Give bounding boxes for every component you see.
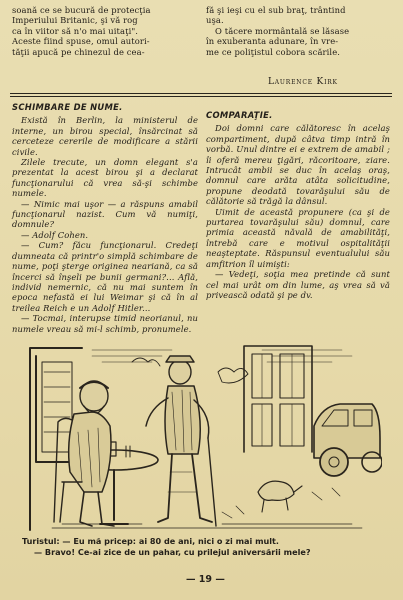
article-comparatie bbox=[206, 110, 390, 300]
article-paragraph: — Nimic mai uşor — a răspuns amabil funcţionarul nazist. Cum vă numiţi, domnule? bbox=[12, 198, 198, 230]
article-heading: SCHIMBARE DE NUME. bbox=[12, 102, 123, 112]
article-paragraph: Doi domni care călătoresc în acelaş compartiment, după câtva timp intră în vorbă. Unul dintre ei e extrem de amabil ; îi oferă mereu ţigări, răcoritoare, ziare. Intrucât ambii se duc în acelaş oraş, domnul care arăta atâta solicitudine, propune deodată tovarăşului său de călătorie să trăgă la dânsul. bbox=[206, 123, 390, 207]
text-line: ca în viitor să n'o mai uitaţi". bbox=[12, 25, 139, 36]
article-paragraph: — Vedeţi, soţia mea pretinde că sunt cel mai urât om din lume, aş vrea să vă privească odată şi pe dv. bbox=[206, 269, 390, 300]
text-line: fă şi ieşi cu el sub braţ, trântind bbox=[206, 5, 346, 15]
text-line: O tăcere mormântală se lăsase bbox=[215, 25, 350, 36]
article-paragraph: Există în Berlin, la ministerul de interne, un birou special, însărcinat să cerceteze cererile de modificare a stării civile. bbox=[12, 115, 198, 157]
article-paragraph: — Cum? făcu funcţionarul. Credeţi dumneata că printr'o simplă schimbare de nume, poţi şterge originea neariană, ca să încerci să înşeli pe bunii germani?... Află, individ nemernic, că nu mai suntem în epoca nefastă ei lui Weimar şi că în al treilea Reich e un Adolf Hitler... bbox=[12, 240, 198, 313]
top-left-column bbox=[12, 5, 197, 57]
author-signature: Laurence Kirk bbox=[268, 77, 338, 87]
text-line: soană ce se bucură de protecţia bbox=[12, 5, 151, 15]
cartoon-caption bbox=[22, 536, 392, 557]
article-paragraph: Uimit de această propunere (ca şi de purtarea tovarăşului său) domnul, care primia această năvală de amabilităţi, întrebă care e motivul ospitalităţii neaşteptate. Răspunsul eventualului său amfitrion îl uimişti: bbox=[206, 206, 390, 269]
section-divider bbox=[10, 93, 392, 94]
page-number: — 19 — bbox=[186, 574, 225, 585]
text-line: Aceste fiind spuse, omul autori- bbox=[12, 36, 150, 47]
caption-line: Turistul: — Eu mă pricep: ai 80 de ani, nici o zi mai mult. bbox=[22, 536, 279, 546]
text-line: în exuberanta adunare, în vre- bbox=[206, 36, 339, 47]
text-line: uşa. bbox=[206, 15, 224, 26]
article-paragraph: — Adolf Cohen. bbox=[21, 229, 89, 240]
article-paragraph: — Tocmai, interupse timid neorianul, nu numele vreau să mi-l schimb, pronumele. bbox=[12, 313, 198, 334]
article-schimbare-de-nume bbox=[12, 102, 198, 334]
text-line: tăţii apucă pe chinezul de cea- bbox=[12, 46, 145, 57]
caption-line: — Bravo! Ce-ai zice de un pahar, cu prilejul aniversării mele? bbox=[34, 546, 311, 557]
top-right-column bbox=[206, 5, 390, 57]
text-line: Imperiului Britanic, şi vă rog bbox=[12, 15, 138, 26]
article-heading: COMPARAŢIE. bbox=[206, 110, 273, 120]
text-line: me ce poliţistul cobora scările. bbox=[206, 46, 341, 57]
article-paragraph: Zilele trecute, un domn elegant s'a prezentat la acest birou şi a declarat funcţionarului că vrea să-şi schimbe numele. bbox=[12, 157, 198, 199]
section-divider-thin bbox=[10, 96, 392, 97]
cartoon-illustration bbox=[22, 342, 382, 532]
